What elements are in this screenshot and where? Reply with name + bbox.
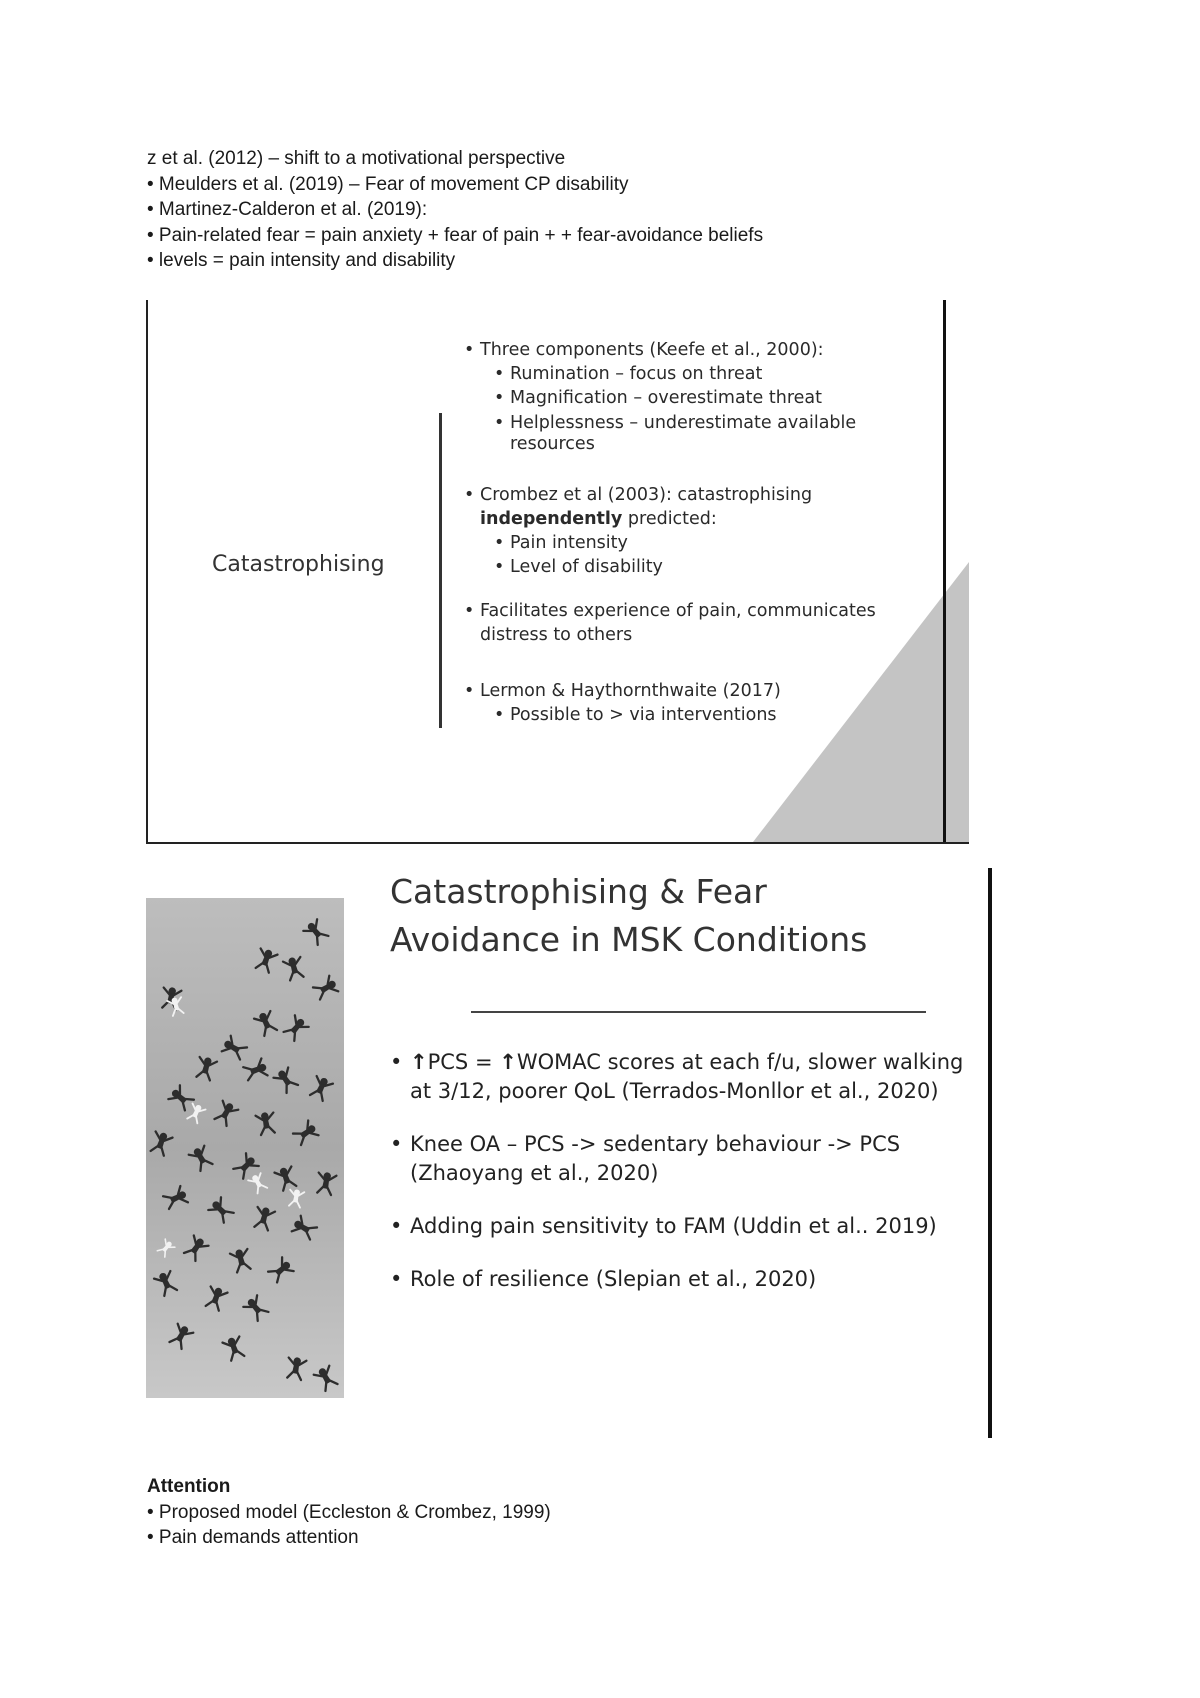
bullet-pcs-womac: [390, 1048, 980, 1106]
note-line: • Pain demands attention: [147, 1527, 359, 1548]
crombez-bold: independently: [480, 509, 623, 529]
slide-msk-conditions: [146, 868, 996, 1438]
bullet-resilience: • Role of resilience (Slepian et al., 2020): [390, 1265, 980, 1294]
title-line: Catastrophising & Fear: [390, 872, 767, 911]
note-line: • Meulders et al. (2019) – Fear of movement CP disability: [147, 173, 629, 195]
note-line: • Pain-related fear = pain anxiety + fear of pain + + fear-avoidance beliefs: [147, 224, 764, 246]
notes-top: [147, 146, 1047, 274]
sub-bullet-possible: • Possible to > via interventions: [464, 703, 894, 727]
title-line: Avoidance in MSK Conditions: [390, 920, 868, 959]
bullet-facilitates: • Facilitates experience of pain, communicates distress to others: [464, 599, 894, 647]
up-arrow-icon: ↑: [499, 1050, 517, 1074]
sub-bullet-magnification: • Magnification – overestimate threat: [464, 386, 894, 410]
note-line: • levels = pain intensity and disability: [147, 250, 456, 271]
slide-catastrophising: [146, 300, 969, 844]
womac-text: WOMAC scores at each f/u, slower walking at 3/12, poorer QoL (Terrados-Monllor et al., 2020): [410, 1050, 964, 1103]
note-line: • Martinez-Calderon et al. (2019):: [147, 199, 428, 220]
sub-bullet-helplessness: • Helplessness – underestimate available resources: [464, 413, 894, 455]
bullet-knee-oa: • Knee OA – PCS -> sedentary behaviour -> PCS (Zhaoyang et al., 2020): [390, 1130, 980, 1188]
sub-bullet-pain-intensity: • Pain intensity: [464, 531, 894, 555]
slide-heading: Catastrophising: [212, 552, 385, 577]
bullet-three-components: • Three components (Keefe et al., 2000):: [464, 338, 894, 362]
notes-bottom: [147, 1474, 1047, 1551]
crombez-text: Crombez et al (2003): catastrophising: [480, 485, 813, 505]
slide-divider: [439, 413, 442, 728]
section-heading-attention: Attention: [147, 1476, 231, 1497]
crombez-post: predicted:: [622, 509, 717, 529]
slide-title: [390, 868, 950, 964]
sub-bullet-rumination: • Rumination – focus on threat: [464, 362, 894, 386]
bullet-crombez: [464, 483, 894, 531]
pcs-text: PCS =: [427, 1050, 500, 1074]
title-underline: [471, 1011, 926, 1013]
slide-body: [390, 1048, 980, 1294]
bullet-lermon: • Lermon & Haythornthwaite (2017): [464, 679, 894, 703]
slide-content: [464, 338, 894, 727]
note-line: z et al. (2012) – shift to a motivational perspective: [147, 148, 566, 169]
note-line: • Proposed model (Eccleston & Crombez, 1999): [147, 1501, 551, 1523]
slide-right-rule: [988, 868, 992, 1438]
slide-right-rule: [943, 300, 946, 842]
skydivers-image: [146, 898, 344, 1398]
sub-bullet-level-disability: • Level of disability: [464, 555, 894, 579]
bullet-pain-sensitivity: • Adding pain sensitivity to FAM (Uddin et al.. 2019): [390, 1212, 980, 1241]
up-arrow-icon: ↑: [410, 1050, 428, 1074]
